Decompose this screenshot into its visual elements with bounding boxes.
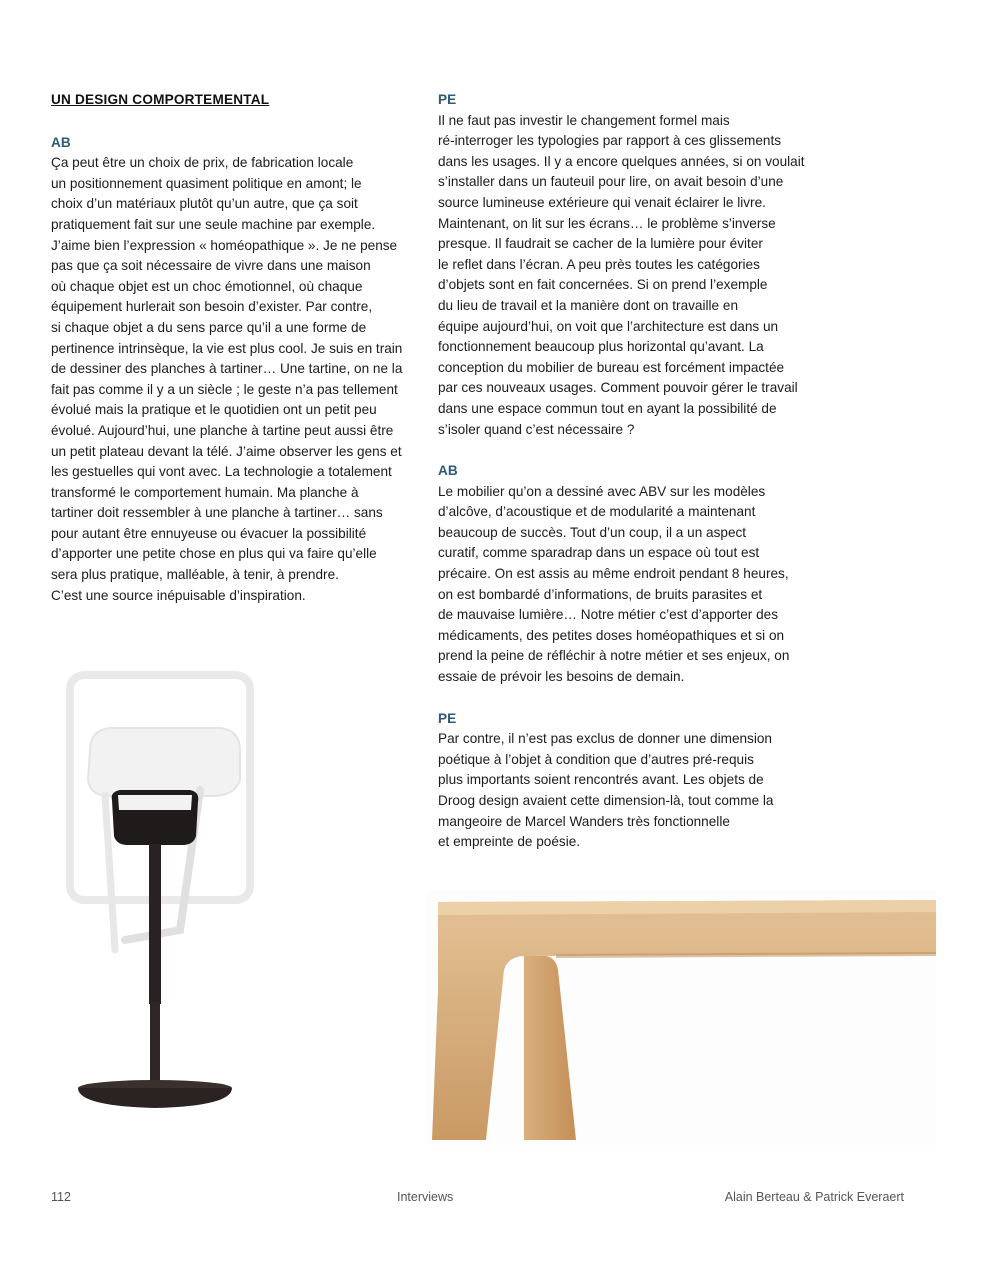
text-line: et empreinte de poésie.	[438, 834, 581, 850]
interview-block	[438, 709, 818, 853]
interview-block	[438, 90, 818, 440]
text-line: dans une espace commun tout en ayant la possibilité de	[438, 400, 777, 416]
paragraph	[438, 482, 818, 688]
text-line: presque. Il faudrait se cacher de la lumière pour éviter	[438, 236, 763, 252]
text-line: transformé le comportement humain. Ma planche à	[51, 484, 359, 500]
text-line: Maintenant, on lit sur les écrans… le problème s’inverse	[438, 215, 776, 231]
text-line: tartiner doit ressembler à une planche à tartiner… sans	[51, 505, 383, 521]
text-line: J’aime bien l’expression « homéopathique ». Je ne pense	[51, 237, 398, 253]
text-line: fonctionnement beaucoup plus horizontal qu’avant. La	[438, 339, 764, 355]
text-line: par ces nouveaux usages. Comment pouvoir gérer le travail	[438, 380, 798, 396]
text-line: Ça peut être un choix de prix, de fabrication locale	[51, 155, 354, 171]
text-line: le reflet dans l’écran. A peu près toutes les catégories	[438, 256, 760, 272]
text-line: Il ne faut pas investir le changement formel mais	[438, 112, 730, 128]
text-line: essaie de prévoir les besoins de demain.	[438, 669, 685, 685]
speaker-label: PE	[438, 710, 457, 726]
section-title: UN DESIGN COMPORTEMENTAL	[51, 92, 270, 107]
text-line: d’alcôve, d’acoustique et de modularité a maintenant	[438, 504, 756, 520]
left-column	[51, 90, 411, 606]
text-line: précaire. On est assis au même endroit pendant 8 heures,	[438, 566, 789, 582]
text-line: choix d’un matériaux plutôt qu’un autre, que ça soit	[51, 196, 358, 212]
text-line: s’isoler quand c’est nécessaire ?	[438, 421, 635, 437]
text-line: beaucoup de succès. Tout d’un coup, il a un aspect	[438, 524, 747, 540]
text-line: un positionnement quasiment politique en amont; le	[51, 175, 362, 191]
text-line: d’apporter une petite chose en plus qui va faire qu’elle	[51, 546, 377, 562]
paragraph	[438, 111, 818, 441]
text-line: pas que ça soit nécessaire de vivre dans une maison	[51, 258, 371, 274]
speaker-label: AB	[51, 134, 71, 150]
text-line: fait pas comme il y a un siècle ; le geste n’a pas tellement	[51, 381, 398, 397]
text-line: évolué mais la pratique et le quotidien ont un petit peu	[51, 402, 377, 418]
speaker-label: PE	[438, 92, 457, 107]
text-line: évolué. Aujourd’hui, une planche à tartine peut aussi être	[51, 422, 394, 438]
text-line: si chaque objet a du sens parce qu’il a une forme de	[51, 319, 367, 335]
text-line: où chaque objet est un choc émotionnel, où chaque	[51, 278, 363, 294]
text-line: équipement hurlerait son besoin d’exister. Par contre,	[51, 299, 373, 315]
text-line: médicaments, des petites doses homéopathiques et si on	[438, 627, 785, 643]
speaker-label: AB	[438, 463, 458, 479]
text-line: s’installer dans un fauteuil pour lire, on avait besoin d’une	[438, 174, 784, 190]
wooden-bench-photo	[426, 890, 936, 1150]
interview-block	[438, 461, 818, 688]
text-line: du lieu de travail et la manière dont on travaille en	[438, 297, 738, 313]
text-line: de dessiner des planches à tartiner… Une tartine, on ne la	[51, 361, 403, 377]
text-line: Le mobilier qu’on a dessiné avec ABV sur les modèles	[438, 483, 766, 499]
text-line: on est bombardé d’informations, de bruits parasites et	[438, 586, 763, 602]
text-line: ré-interroger les typologies par rapport à ces glissements	[438, 133, 782, 149]
text-line: de mauvaise lumière… Notre métier c’est d’apporter des	[438, 607, 778, 623]
paragraph	[438, 729, 818, 853]
text-line: un petit plateau devant la télé. J’aime observer les gens et	[51, 443, 402, 459]
text-line: curatif, comme sparadrap dans un espace où tout est	[438, 545, 760, 561]
text-line: Par contre, il n’est pas exclus de donner une dimension	[438, 731, 772, 747]
text-line: dans les usages. Il y a encore quelques années, si on voulait	[438, 153, 805, 169]
text-line: poétique à l’objet à condition que d’autres pré-requis	[438, 751, 754, 767]
right-column	[438, 90, 818, 853]
text-line: pratiquement fait sur une seule machine par exemple.	[51, 216, 376, 232]
text-line: C’est une source inépuisable d’inspiration.	[51, 587, 306, 603]
bar-stool-photo	[50, 640, 340, 1160]
text-line: sera plus pratique, malléable, à tenir, à prendre.	[51, 567, 339, 583]
text-line: pour autant être ennuyeuse ou évacuer la possibilité	[51, 525, 367, 541]
text-line: les gestuelles qui vont avec. La technologie a totalement	[51, 464, 392, 480]
text-line: mangeoire de Marcel Wanders très fonctionnelle	[438, 813, 730, 829]
text-line: Droog design avaient cette dimension-là, tout comme la	[438, 793, 774, 808]
page-number: 112	[51, 1190, 71, 1204]
text-line: plus importants soient rencontrés avant. Les objets de	[438, 772, 764, 788]
text-line: conception du mobilier de bureau est forcément impactée	[438, 359, 785, 375]
text-line: prend la peine de réfléchir à notre métier et ses enjeux, on	[438, 648, 790, 664]
text-line: d’objets sont en fait concernées. Si on prend l’exemple	[438, 277, 768, 293]
footer-authors: Alain Berteau & Patrick Everaert	[724, 1190, 904, 1204]
text-line: pertinence intrinsèque, la vie est plus cool. Je suis en train	[51, 340, 403, 356]
paragraph	[51, 153, 411, 606]
footer-section: Interviews	[397, 1190, 454, 1204]
text-line: équipe aujourd’hui, on voit que l’architecture est dans un	[438, 318, 779, 334]
text-line: source lumineuse extérieure qui venait éclairer le livre.	[438, 194, 766, 210]
